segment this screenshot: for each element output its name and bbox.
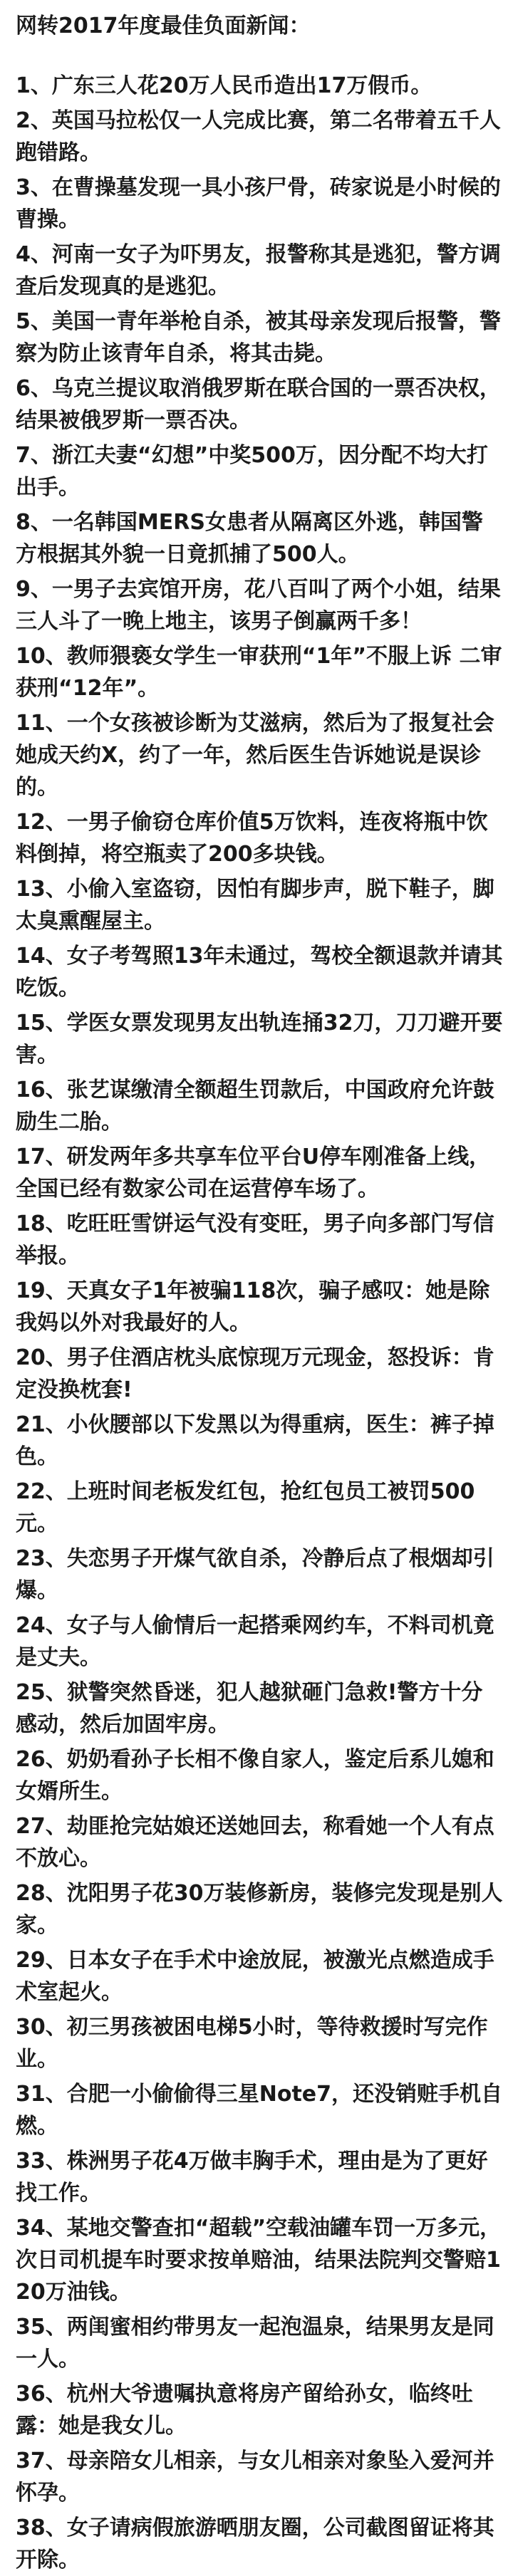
news-item: 5、美国一青年举枪自杀，被其母亲发现后报警，警察为防止该青年自杀，将其击毙。 xyxy=(16,309,501,366)
news-item: 25、狱警突然昏迷，犯人越狱砸门急救!警方十分感动，然后加固牢房。 xyxy=(16,1680,483,1737)
news-list xyxy=(16,70,503,2576)
news-item: 31、合肥一小偷偷得三星Note7，还没销赃手机自燃。 xyxy=(16,2082,503,2139)
news-item: 13、小偷入室盗窃，因怕有脚步声，脱下鞋子，脚太臭熏醒屋主。 xyxy=(16,877,494,934)
news-item: 28、沈阳男子花30万装修新房，装修完发现是别人家。 xyxy=(16,1881,503,1938)
news-item: 35、两闺蜜相约带男友一起泡温泉，结果男友是同一人。 xyxy=(16,2315,494,2372)
news-item: 27、劫匪抢完姑娘还送她回去，称看她一个人有点不放心。 xyxy=(16,1814,494,1871)
news-item: 17、研发两年多共享车位平台U停车刚准备上线，全国已经有数家公司在运营停车场了。 xyxy=(16,1144,491,1201)
news-item: 24、女子与人偷情后一起搭乘网约车，不料司机竟是丈夫。 xyxy=(16,1613,494,1670)
news-item: 19、天真女子1年被骗118次，骗子感叹：她是除我妈以外对我最好的人。 xyxy=(16,1278,490,1335)
news-item: 2、英国马拉松仅一人完成比赛，第二名带着五千人跑错路。 xyxy=(16,108,501,165)
news-item: 21、小伙腰部以下发黑以为得重病，医生：裤子掉色。 xyxy=(16,1412,494,1469)
news-item: 16、张艺谋缴清全额超生罚款后，中国政府允许鼓励生二胎。 xyxy=(16,1078,494,1135)
news-item: 26、奶奶看孙子长相不像自家人，鉴定后系儿媳和女婿所生。 xyxy=(16,1747,494,1804)
news-item: 34、某地交警查扣“超载”空载油罐车罚一万多元，次日司机提车时要求按单赔油，结果法院判交警赔120万油钱。 xyxy=(16,2216,502,2305)
news-item: 30、初三男孩被困电梯5小时，等待救援时写完作业。 xyxy=(16,2015,488,2072)
news-item: 23、失恋男子开煤气欲自杀，冷静后点了根烟却引爆。 xyxy=(16,1546,494,1603)
news-item: 29、日本女子在手术中途放屁，被激光点燃造成手术室起火。 xyxy=(16,1948,494,2005)
news-item: 18、吃旺旺雪饼运气没有变旺，男子向多部门写信举报。 xyxy=(16,1211,494,1268)
news-item: 6、乌克兰提议取消俄罗斯在联合国的一票否决权，结果被俄罗斯一票否决。 xyxy=(16,376,501,433)
news-item: 33、株洲男子花4万做丰胸手术，理由是为了更好找工作。 xyxy=(16,2149,488,2206)
news-item: 7、浙江夫妻“幻想”中奖500万，因分配不均大打出手。 xyxy=(16,443,488,500)
news-item: 10、教师猥亵女学生一审获刑“1年”不服上诉 二审获刑“12年”。 xyxy=(16,644,502,701)
news-item: 4、河南一女子为吓男友，报警称其是逃犯，警方调查后发现真的是逃犯。 xyxy=(16,242,501,299)
news-item: 9、一男子去宾馆开房，花八百叫了两个小姐，结果三人斗了一晚上地主，该男子倒赢两千多！ xyxy=(16,577,501,634)
news-item: 8、一名韩国MERS女患者从隔离区外逃，韩国警方根据其外貌一日竟抓捕了500人。 xyxy=(16,510,483,567)
news-item: 37、母亲陪女儿相亲，与女儿相亲对象坠入爱河并怀孕。 xyxy=(16,2449,494,2505)
news-item: 12、一男子偷窃仓库价值5万饮料，连夜将瓶中饮料倒掉，将空瓶卖了200多块钱。 xyxy=(16,810,488,867)
news-item: 15、学医女票发现男友出轨连捅32刀，刀刀避开要害。 xyxy=(16,1011,503,1068)
article-title: 网转2017年度最佳负面新闻： xyxy=(16,14,311,38)
news-item: 1、广东三人花20万人民币造出17万假币。 xyxy=(16,73,432,98)
news-item: 38、女子请病假旅游晒朋友圈，公司截图留证将其开除。 xyxy=(16,2515,494,2572)
news-item: 3、在曹操墓发现一具小孩尸骨，砖家说是小时候的曹操。 xyxy=(16,175,501,232)
news-item: 14、女子考驾照13年未通过，驾校全额退款并请其吃饭。 xyxy=(16,944,503,1001)
news-item: 20、男子住酒店枕头底惊现万元现金，怒投诉：肯定没换枕套! xyxy=(16,1345,494,1402)
news-item: 36、杭州大爷遗嘱执意将房产留给孙女，临终吐露：她是我女儿。 xyxy=(16,2382,473,2439)
news-item: 22、上班时间老板发红包，抢红包员工被罚500元。 xyxy=(16,1479,475,1536)
news-item: 11、一个女孩被诊断为艾滋病，然后为了报复社会她成天约X，约了一年，然后医生告诉她说是误诊的。 xyxy=(16,711,494,800)
